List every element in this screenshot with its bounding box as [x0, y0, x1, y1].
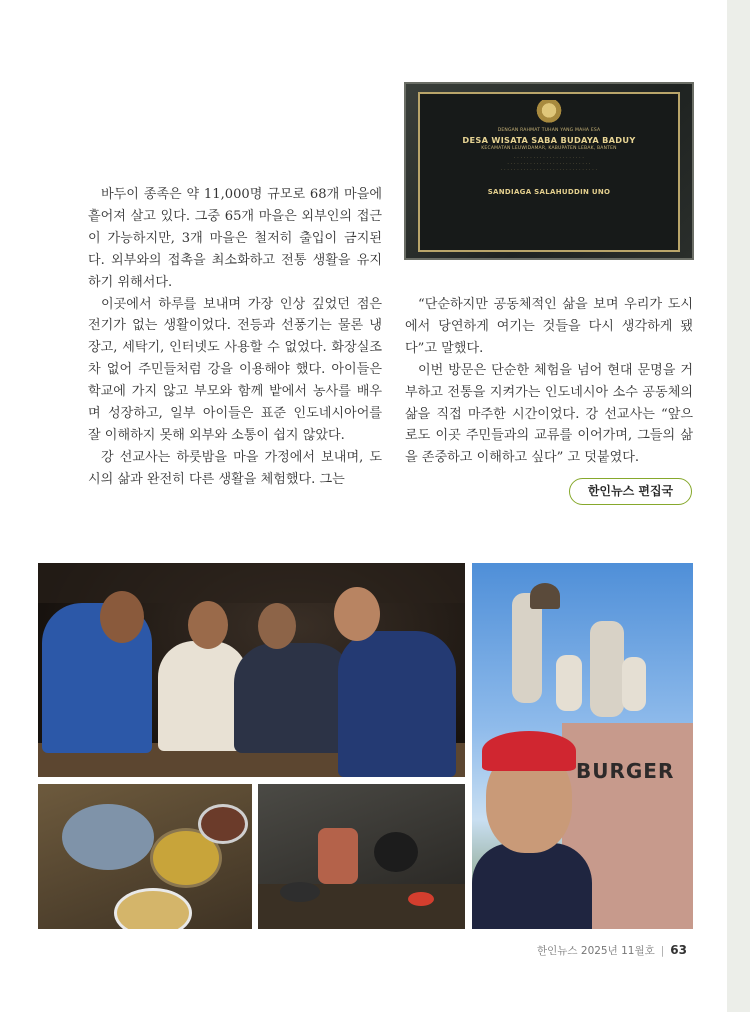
garuda-emblem-icon	[536, 100, 562, 126]
article-paragraph: 이번 방문은 단순한 체험을 넘어 현대 문명을 거부하고 전통을 지켜가는 인도네시아 소수 공동체의 삶을 직접 마주한 시간이었다. 강 선교사는 “앞으로도 이곳 주민들과의 교류를 이어가며, 그들의 삶을 존중하고 이해하고 싶다” 고 덧붙였다.	[405, 362, 693, 466]
group-photo	[38, 563, 465, 777]
article-column-left	[88, 184, 382, 491]
page-footer	[537, 943, 687, 958]
plaque-signer: SANDIAGA SALAHUDDIN UNO	[487, 188, 611, 196]
statue-sign: BURGER	[576, 759, 675, 783]
statue-selfie-photo	[472, 563, 693, 929]
plaque-fineprint: · · · · · · · · · · · · · · · · · · · · · ·	[513, 156, 585, 161]
article-paragraph: 바두이 종족은 약 11,000명 규모로 68개 마을에 흩어져 살고 있다. 그중 65개 마을은 외부인의 접근이 가능하지만, 3개 마을은 철저히 출입이 금지된다. 외부와의 접촉을 최소화하고 전통 생활을 유지하기 위해서다.	[88, 187, 382, 290]
person-figure	[234, 643, 354, 753]
author-credit-badge: 한인뉴스 편집국	[569, 478, 692, 505]
plaque-board	[418, 92, 680, 252]
kitchen-photo	[258, 784, 465, 929]
footer-divider: |	[660, 945, 665, 957]
plaque-fineprint-3: · · · · · · · · · · · · · · · · · · · · · · · · · · · · · ·	[500, 168, 598, 173]
person-figure	[338, 631, 456, 777]
plaque-line3: KECAMATAN LEUWIDAMAR, KABUPATEN LEBAK, BANTEN	[481, 146, 617, 151]
person-figure	[472, 843, 592, 929]
plaque-title: DESA WISATA SABA BUDAYA BADUY	[462, 135, 636, 145]
article-paragraph: 강 선교사는 하룻밤을 마을 가정에서 보내며, 도시의 삶과 완전히 다른 생활을 체험했다. 그는	[88, 449, 382, 487]
article-paragraph: “단순하지만 공동체적인 삶을 보며 우리가 도시에서 당연하게 여기는 것들을 다시 생각하게 됐다”고 말했다.	[405, 297, 693, 356]
plaque-line1: DENGAN RAHMAT TUHAN YANG MAHA ESA	[497, 128, 601, 133]
page-number: 63	[670, 943, 687, 957]
article-column-right	[405, 294, 693, 469]
red-cap	[482, 731, 576, 771]
page-edge-strip	[727, 0, 750, 1012]
plaque-photo	[404, 82, 694, 260]
food-photo	[38, 784, 252, 929]
plaque-fineprint-2: · · · · · · · · · · · · · · · · · · · · · · · · · ·	[507, 162, 591, 167]
publication-name: 한인뉴스 2025년 11월호	[536, 945, 655, 957]
article-paragraph: 이곳에서 하루를 보내며 가장 인상 깊었던 점은 전기가 없는 생활이었다. 전등과 선풍기는 물론 냉장고, 세탁기, 인터넷도 사용할 수 없었다. 화장실조차 없어 주민들처럼 강을 이용해야 했다. 아이들은 학교에 가지 않고 부모와 함께 밭에서 농사를 배우며 성장하고, 일부 아이들은 표준 인도네시아어를 잘 이해하지 못해 외부와 소통이 쉽지 않았다.	[88, 296, 382, 443]
